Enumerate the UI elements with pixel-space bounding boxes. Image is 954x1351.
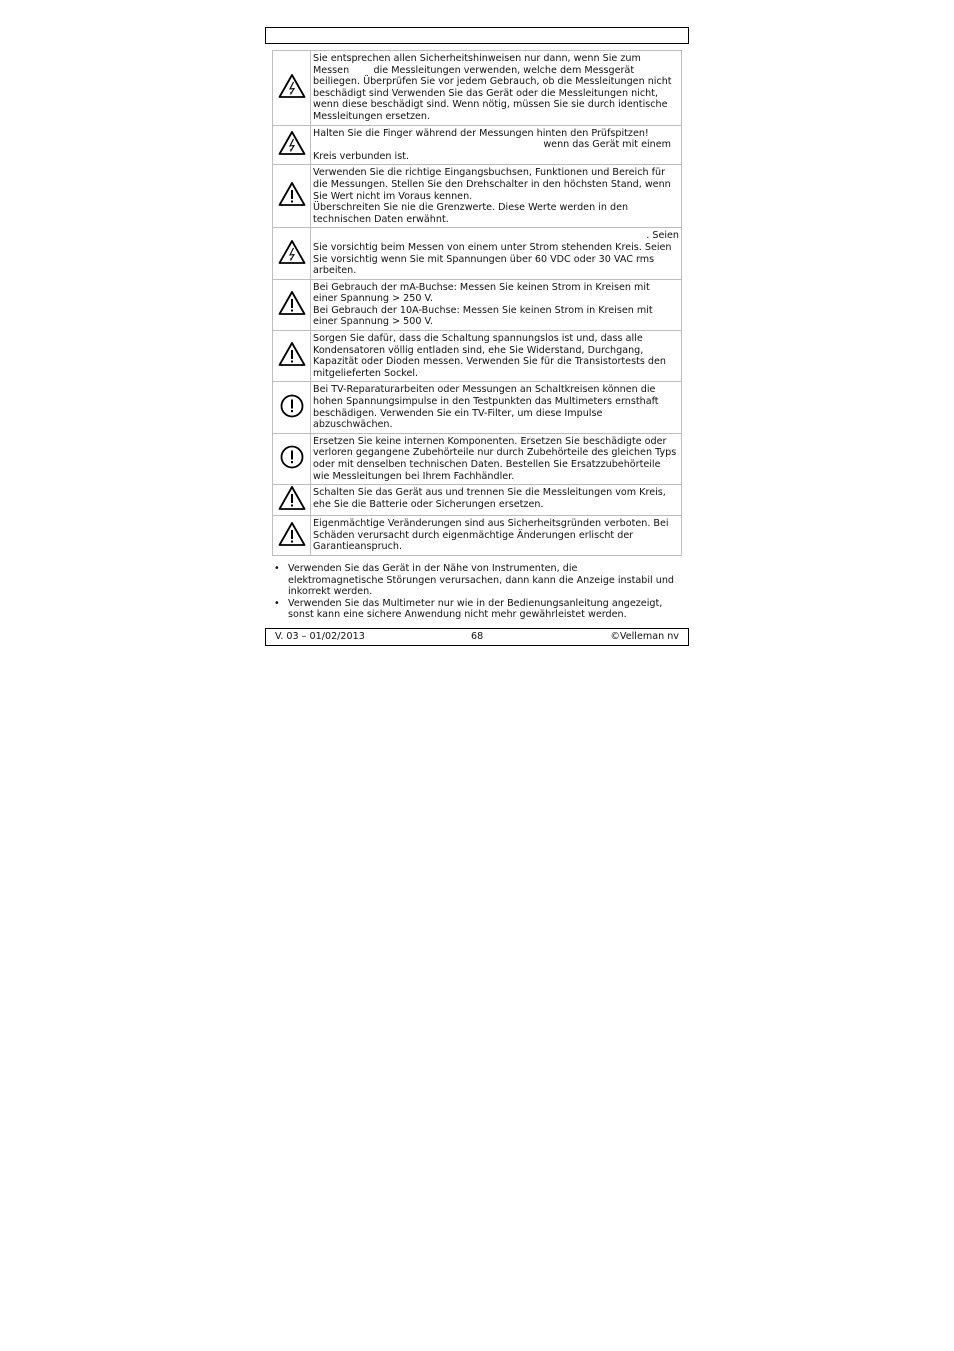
- row-text-line: Sorgen Sie dafür, dass die Schaltung spannungslos ist und, dass alle: [313, 333, 643, 345]
- row-text-line: Bei Gebrauch der 10A-Buchse: Messen Sie keinen Strom in Kreisen mit: [313, 304, 653, 316]
- row-text-line: technischen Daten erwähnt.: [313, 213, 449, 225]
- warning-exclamation-icon: [278, 181, 306, 207]
- warning-exclamation-icon: [278, 521, 306, 547]
- caution-circle-icon: [278, 393, 306, 419]
- bullet-list: [272, 563, 682, 621]
- warning-lightning-icon: [278, 73, 306, 99]
- row-text-line: abzuschwächen.: [313, 419, 393, 431]
- row-text-line: Messen die Messleitungen verwenden, welche dem Messgerät: [313, 64, 635, 76]
- row-text-line: Kreis verbunden ist.: [313, 150, 410, 162]
- row-text-line: beschädigt sind Verwenden Sie das Gerät oder die Messleitungen nicht,: [313, 87, 659, 99]
- footer-version: V. 03 – 01/02/2013: [275, 631, 365, 642]
- table-row: [273, 125, 682, 165]
- list-item: [272, 563, 682, 598]
- row-text-line: Sie vorsichtig wenn Sie mit Spannungen über 60 VDC oder 30 VAC rms: [313, 253, 655, 265]
- row-text-line: . Seien: [646, 230, 679, 242]
- row-text-line: verloren gegangene Zubehörteile nur durch Zubehörteile des gleichen Typs: [313, 447, 677, 459]
- row-text-line: Überschreiten Sie nie die Grenzwerte. Diese Werte werden in den: [313, 202, 629, 214]
- caution-circle-icon: [278, 444, 306, 470]
- row-text-line: einer Spannung > 500 V.: [313, 316, 433, 328]
- footer-page-number: 68: [471, 631, 484, 642]
- row-text-line: Verwenden Sie die richtige Eingangsbuchsen, Funktionen und Bereich für: [313, 167, 666, 179]
- row-text-line: Bei Gebrauch der mA-Buchse: Messen Sie keinen Strom in Kreisen mit: [313, 281, 650, 293]
- row-text-line: Sie entsprechen allen Sicherheitshinweisen nur dann, wenn Sie zum: [313, 53, 641, 64]
- row-text-line: Kondensatoren völlig entladen sind, ehe Sie Widerstand, Durchgang,: [313, 344, 644, 356]
- bullet-icon: •: [274, 597, 280, 609]
- row-text-line: Ersetzen Sie keine internen Komponenten. Ersetzen Sie beschädigte oder: [313, 435, 667, 447]
- row-text-line: wenn diese beschädigt sind. Wenn nötig, müssen Sie sie durch identische: [313, 99, 668, 111]
- row-text-line: beiliegen. Überprüfen Sie vor jedem Gebrauch, ob die Messleitungen nicht: [313, 76, 672, 88]
- table-row: [273, 485, 682, 516]
- safety-instructions-table: [272, 50, 682, 556]
- row-text-line: ehe Sie die Batterie oder Sicherungen ersetzen.: [313, 498, 544, 510]
- warning-lightning-icon: [278, 130, 306, 156]
- row-text-line: arbeiten.: [313, 265, 357, 277]
- row-text-line: Eigenmächtige Veränderungen sind aus Sicherheitsgründen verboten. Bei: [313, 518, 669, 530]
- row-text-line: Schäden verursacht durch eigenmächtige Änderungen erlischt der: [313, 529, 634, 541]
- page-footer: [265, 628, 689, 646]
- row-text-line: Kapazität oder Dioden messen. Verwenden Sie für die Transistortests den: [313, 356, 666, 368]
- footer-copyright: ©Velleman nv: [610, 631, 679, 642]
- row-text-line: oder mit denselben technischen Daten. Bestellen Sie Ersatzzubehörteile: [313, 459, 661, 470]
- bullet-text-line: sonst kann eine sichere Anwendung nicht mehr gewährleistet werden.: [288, 609, 627, 621]
- bullet-text-line: inkorrekt werden.: [288, 586, 373, 598]
- row-text-line: Bei TV-Reparaturarbeiten oder Messungen an Schaltkreisen können die: [313, 384, 656, 396]
- table-row: [273, 228, 682, 279]
- table-row: [273, 331, 682, 382]
- table-row: [273, 382, 682, 433]
- list-item: [272, 598, 682, 621]
- row-text-line: wenn das Gerät mit einem: [543, 139, 671, 151]
- row-text-line: beschädigen. Verwenden Sie ein TV-Filter, um diese Impulse: [313, 407, 603, 419]
- warning-exclamation-icon: [278, 290, 306, 316]
- warning-exclamation-icon: [278, 485, 306, 511]
- table-row: [273, 51, 682, 126]
- row-text-line: Messleitungen ersetzen.: [313, 110, 431, 122]
- page-header-box: [265, 27, 689, 44]
- row-text-line: wie Messleitungen bei Ihrem Fachhändler.: [313, 470, 515, 482]
- warning-exclamation-icon: [278, 341, 306, 367]
- warning-lightning-icon: [278, 239, 306, 265]
- row-text-line: Garantieanspruch.: [313, 541, 403, 553]
- row-text-line: mitgelieferten Sockel.: [313, 367, 419, 379]
- row-text-line: hohen Spannungsimpulse in den Testpunkten das Multimeters ernsthaft: [313, 396, 659, 408]
- table-row: [273, 279, 682, 330]
- row-text-line: Sie Wert nicht im Voraus kennen.: [313, 190, 473, 202]
- row-text-line: die Messungen. Stellen Sie den Drehschalter in den höchsten Stand, wenn: [313, 178, 671, 190]
- bullet-text-line: Verwenden Sie das Gerät in der Nähe von Instrumenten, die: [288, 563, 578, 574]
- row-text-line: Schalten Sie das Gerät aus und trennen Sie die Messleitungen vom Kreis,: [313, 487, 666, 499]
- bullet-icon: •: [274, 563, 280, 574]
- table-row: [273, 165, 682, 228]
- table-row: [273, 516, 682, 556]
- bullet-text-line: Verwenden Sie das Multimeter nur wie in der Bedienungsanleitung angezeigt,: [288, 597, 663, 609]
- row-text-line: einer Spannung > 250 V.: [313, 293, 433, 305]
- row-text-line: Sie vorsichtig beim Messen von einem unter Strom stehenden Kreis. Seien: [313, 241, 672, 253]
- row-text-line: Halten Sie die Finger während der Messungen hinten den Prüfspitzen!: [313, 127, 649, 139]
- bullet-text-line: elektromagnetische Störungen verursachen, dann kann die Anzeige instabil und: [288, 574, 674, 586]
- table-row: [273, 433, 682, 484]
